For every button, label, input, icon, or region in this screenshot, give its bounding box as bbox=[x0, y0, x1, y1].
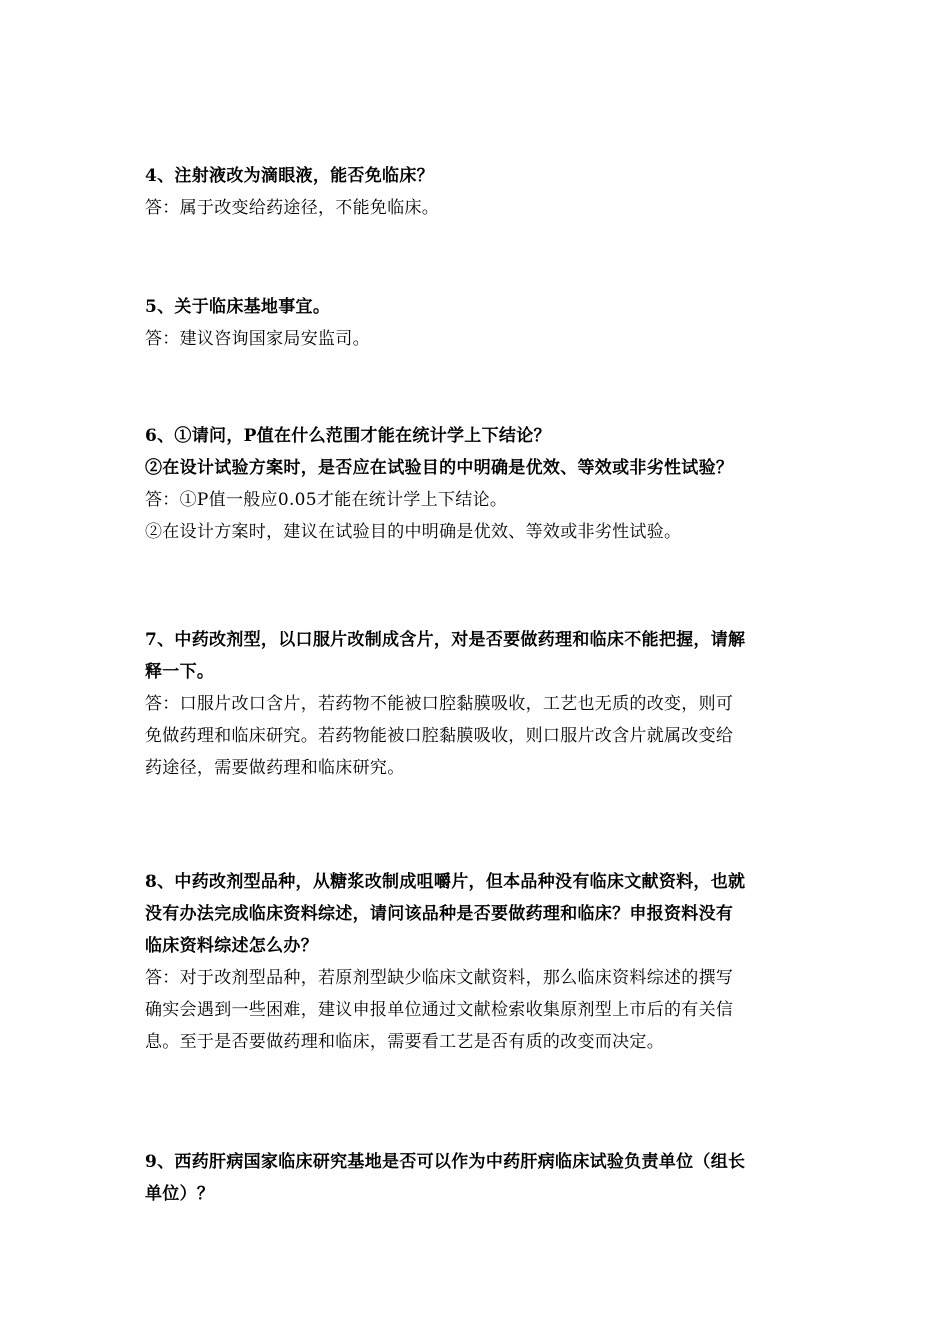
answer-line: 答：口服片改口含片，若药物不能被口腔黏膜吸收，工艺也无质的改变，则可 bbox=[145, 694, 734, 714]
question-line: 8、中药改剂型品种，从糖浆改制成咀嚼片，但本品种没有临床文献资料，也就 bbox=[145, 872, 746, 892]
answer-line: 免做药理和临床研究。若药物能被口腔黏膜吸收，则口服片改含片就属改变给 bbox=[145, 726, 734, 746]
question-line: 没有办法完成临床资料综述，请问该品种是否要做药理和临床？申报资料没有 bbox=[145, 904, 734, 924]
question-line: 9、西药肝病国家临床研究基地是否可以作为中药肝病临床试验负责单位（组长 bbox=[145, 1152, 746, 1172]
question-line: 7、中药改剂型，以口服片改制成含片，对是否要做药理和临床不能把握，请解 bbox=[145, 630, 746, 650]
question-line: 6、①请问，P值在什么范围才能在统计学上下结论？ bbox=[145, 426, 551, 446]
qa-item-4 bbox=[145, 160, 810, 224]
question-line: ②在设计试验方案时，是否应在试验目的中明确是优效、等效或非劣性试验？ bbox=[145, 458, 734, 478]
qa-item-8 bbox=[145, 866, 810, 1058]
answer-line: 答：属于改变给药途径，不能免临床。 bbox=[145, 198, 440, 218]
qa-item-7 bbox=[145, 624, 810, 784]
answer-line: 答：建议咨询国家局安监司。 bbox=[145, 329, 370, 349]
question-line: 单位）？ bbox=[145, 1184, 215, 1204]
question-line: 释一下。 bbox=[145, 662, 215, 682]
answer-line: ②在设计方案时，建议在试验目的中明确是优效、等效或非劣性试验。 bbox=[145, 522, 682, 542]
answer-line: 确实会遇到一些困难，建议申报单位通过文献检索收集原剂型上市后的有关信 bbox=[145, 1000, 734, 1020]
qa-item-5 bbox=[145, 291, 810, 355]
answer-line: 答：①P值一般应0.05才能在统计学上下结论。 bbox=[145, 490, 508, 510]
question-line: 4、注射液改为滴眼液，能否免临床？ bbox=[145, 166, 434, 186]
qa-item-9 bbox=[145, 1146, 810, 1210]
question-line: 5、关于临床基地事宜。 bbox=[145, 297, 331, 317]
answer-line: 息。至于是否要做药理和临床，需要看工艺是否有质的改变而决定。 bbox=[145, 1032, 664, 1052]
question-line: 临床资料综述怎么办？ bbox=[145, 936, 318, 956]
answer-line: 答：对于改剂型品种，若原剂型缺少临床文献资料，那么临床资料综述的撰写 bbox=[145, 968, 734, 988]
qa-item-6 bbox=[145, 420, 810, 548]
answer-line: 药途径，需要做药理和临床研究。 bbox=[145, 758, 405, 778]
